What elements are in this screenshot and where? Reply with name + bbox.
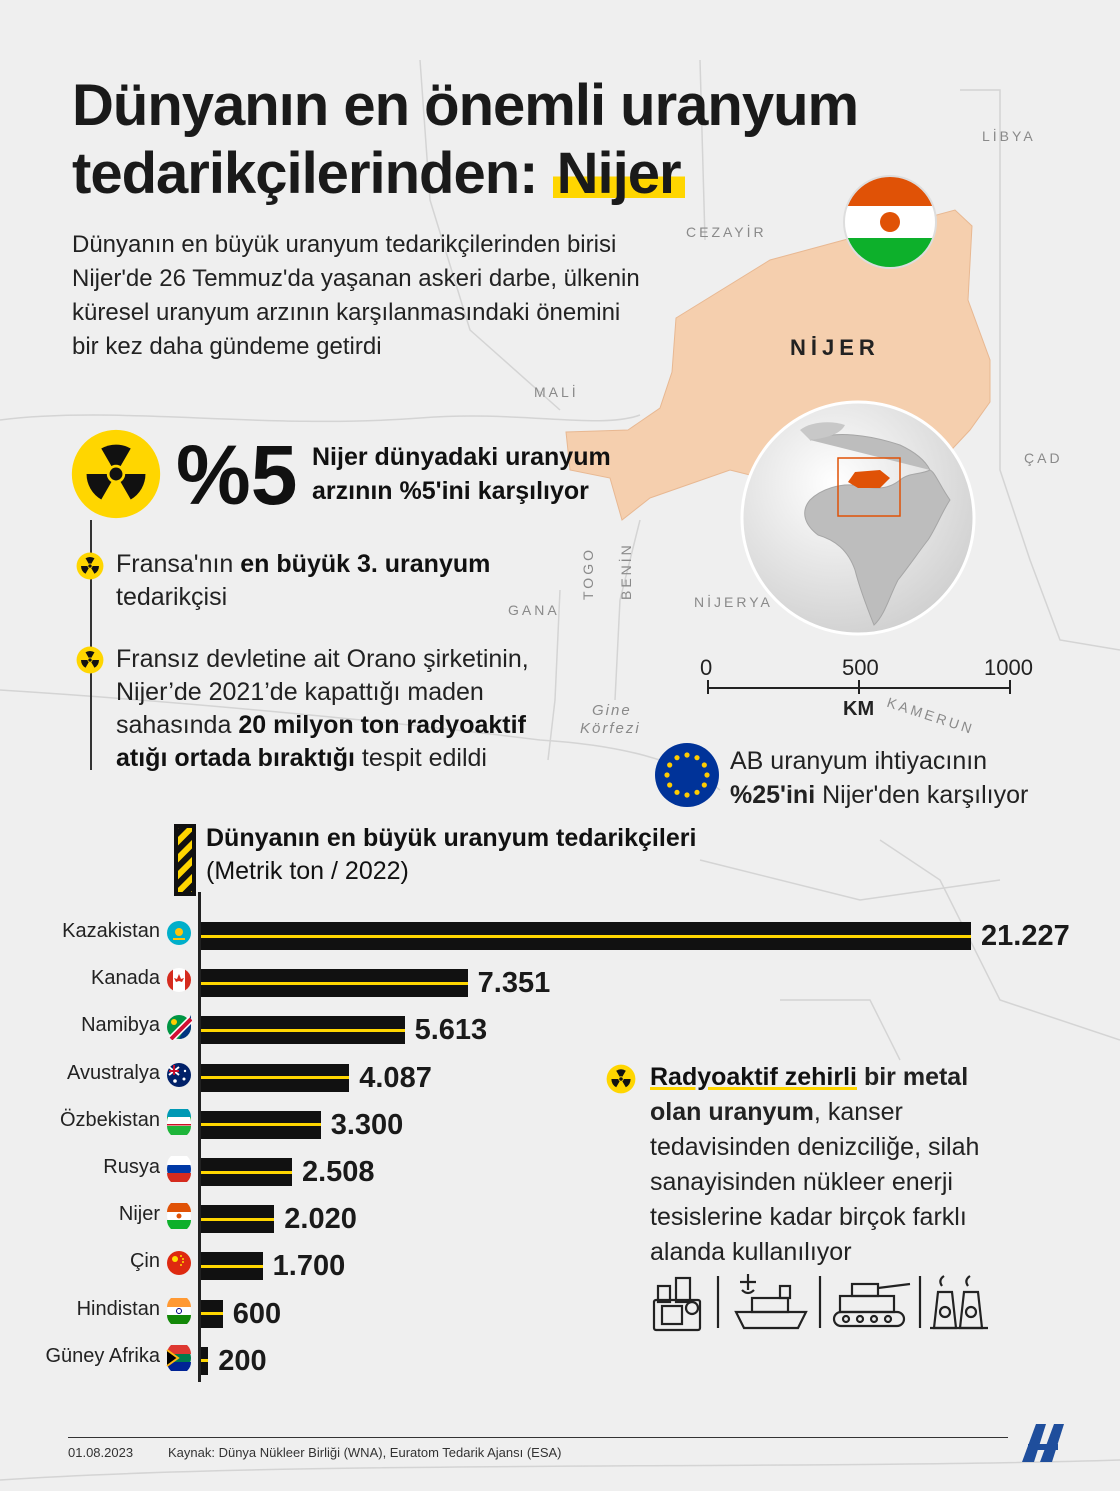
map-label-nijerya: NİJERYA [694, 594, 773, 610]
eu-star [702, 782, 707, 787]
fact-2-line-3-bold: 20 milyon ton radyoaktif [238, 711, 526, 739]
chart-title [206, 822, 696, 888]
bar-category-label: Güney Afrika [45, 1344, 160, 1367]
aa-logo [1020, 1420, 1066, 1464]
eu-star [674, 790, 679, 795]
bar-value-label: 2.020 [284, 1203, 357, 1236]
eu-star [694, 790, 699, 795]
title-line-2: tedarikçilerinden: [72, 141, 553, 206]
eu-text [730, 744, 1090, 812]
map-label-benin: BENİN [618, 542, 634, 600]
map-label-gulf-2: Körfezi [580, 720, 641, 737]
chart-title-text: Dünyanın en büyük uranyum tedarikçileri [206, 824, 697, 852]
map-label-nijer: NİJER [790, 335, 880, 360]
usage-underlined: Radyoaktif zehirli [650, 1063, 857, 1091]
scale-500: 500 [842, 655, 879, 680]
footer-date: 01.08.2023 [68, 1445, 134, 1460]
chart-subtitle: (Metrik ton / 2022) [206, 857, 409, 885]
eu-star [664, 772, 669, 777]
radiation-icon [70, 428, 162, 520]
power-plant-icon [930, 1276, 988, 1328]
bar-value-label: 21.227 [981, 920, 1070, 952]
usage-icons [648, 1270, 1058, 1334]
usage-bold-1: bir metal [857, 1063, 969, 1091]
scale-unit: KM [843, 698, 875, 720]
bar-category-label: Avustralya [66, 1061, 160, 1084]
bar-category-label: Hindistan [76, 1297, 160, 1320]
title-highlight: Nijer [553, 141, 685, 206]
intro-text: Dünyanın en büyük uranyum tedarikçilerinden birisi Nijer'de 26 Temmuz'da yaşanan askeri darbe, ülkenin küresel uranyum arzının karşılanmasındaki önemini bir kez daha gündeme getirdi [72, 231, 640, 360]
chart-title-marker [174, 824, 196, 896]
bar-value-label: 5.613 [414, 1014, 488, 1047]
usage-text [650, 1060, 1050, 1270]
usage-line-6: alanda kullanılıyor [650, 1238, 852, 1266]
usage-line-5: tesislerine kadar birçok farklı [650, 1203, 967, 1231]
fact-2-line-2: Nijer’de 2021’de kapattığı maden [116, 678, 484, 706]
eu-bold: %25'ini [730, 781, 816, 809]
eu-star [684, 752, 689, 757]
fact-1-pre: Fransa'nın [116, 550, 241, 578]
footer-source: Kaynak: Dünya Nükleer Birliği (WNA), Euratom Tedarik Ajansı (ESA) [168, 1445, 562, 1460]
bar-value-label: 7.351 [477, 967, 551, 1000]
fact-2-line-3-pre: sahasında [116, 711, 239, 739]
stat-value: %5 [176, 428, 298, 522]
fact-2-line-4-post: tespit edildi [354, 744, 487, 772]
map-label-libya: LİBYA [982, 128, 1036, 144]
page-title [72, 72, 952, 208]
eu-line-1: AB uranyum ihtiyacının [730, 747, 988, 775]
fact-2 [116, 643, 596, 775]
usage-bold-2: olan uranyum [650, 1098, 814, 1126]
eu-star [684, 792, 689, 797]
map-label-gulf-1: Gine [592, 702, 632, 719]
map-label-cad: ÇAD [1024, 450, 1063, 466]
eu-star [704, 772, 709, 777]
globe-locator [740, 400, 980, 640]
tank-icon [834, 1284, 910, 1326]
bar-category-label: Çin [129, 1250, 160, 1273]
bullet-radiation-icon [76, 646, 104, 674]
bar-value-label: 1.700 [272, 1250, 346, 1283]
eu-star [667, 762, 672, 767]
map-label-gana: GANA [508, 602, 560, 618]
eu-rest: Nijer'den karşılıyor [815, 781, 1029, 809]
scale-0: 0 [700, 655, 713, 680]
bar-category-label: Kanada [91, 967, 160, 990]
fact-1 [116, 548, 596, 614]
fact-1-bold: en büyük 3. uranyum [240, 550, 491, 578]
stat-text [312, 440, 632, 508]
title-line-1: Dünyanın en önemli uranyum [72, 73, 859, 138]
map-label-togo: TOGO [580, 547, 596, 600]
bar-category-label: Özbekistan [59, 1108, 160, 1131]
fact-2-line-4-bold: atığı ortada bıraktığı [116, 744, 355, 772]
bar-category-label: Rusya [103, 1156, 160, 1178]
bar-category-label: Namibya [81, 1014, 160, 1037]
map-label-mali: MALİ [534, 384, 579, 400]
usage-rest-1: , kanser [813, 1098, 903, 1126]
stat-line-2: arzının %5'ini karşılıyor [312, 477, 589, 505]
ship-icon [736, 1274, 806, 1328]
map-label-kamerun: KAMERUN [885, 694, 977, 738]
map-label-cezayir: CEZAYİR [686, 224, 767, 240]
eu-flag-icon [654, 742, 720, 808]
eu-star [674, 755, 679, 760]
eu-star [694, 755, 699, 760]
footer-rule [68, 1437, 1008, 1438]
scale-bar [706, 680, 1016, 694]
usage-radiation-icon [606, 1064, 636, 1094]
scale-1000: 1000 [984, 655, 1033, 680]
bar-value-label: 600 [232, 1297, 282, 1330]
usage-line-3: tedavisinden denizciliğe, silah [650, 1133, 980, 1161]
fact-1-post: tedarikçisi [116, 583, 228, 611]
bar-value-label: 3.300 [330, 1108, 404, 1141]
bullet-radiation-icon [76, 552, 104, 580]
bar-category-label: Nijer [118, 1203, 160, 1226]
bar-value-label: 4.087 [359, 1061, 432, 1094]
bar-value-label: 2.508 [301, 1156, 375, 1188]
eu-star [702, 762, 707, 767]
fact-2-line-1: Fransız devletine ait Orano şirketinin, [116, 645, 529, 673]
bar-value-label: 200 [218, 1344, 267, 1377]
stat-line-1: Nijer dünyadaki uranyum [312, 443, 611, 471]
medicine-icon [654, 1278, 700, 1330]
usage-line-4: sanayisinden nükleer enerji [650, 1168, 953, 1196]
bar-category-label: Kazakistan [62, 920, 160, 942]
eu-star [667, 782, 672, 787]
